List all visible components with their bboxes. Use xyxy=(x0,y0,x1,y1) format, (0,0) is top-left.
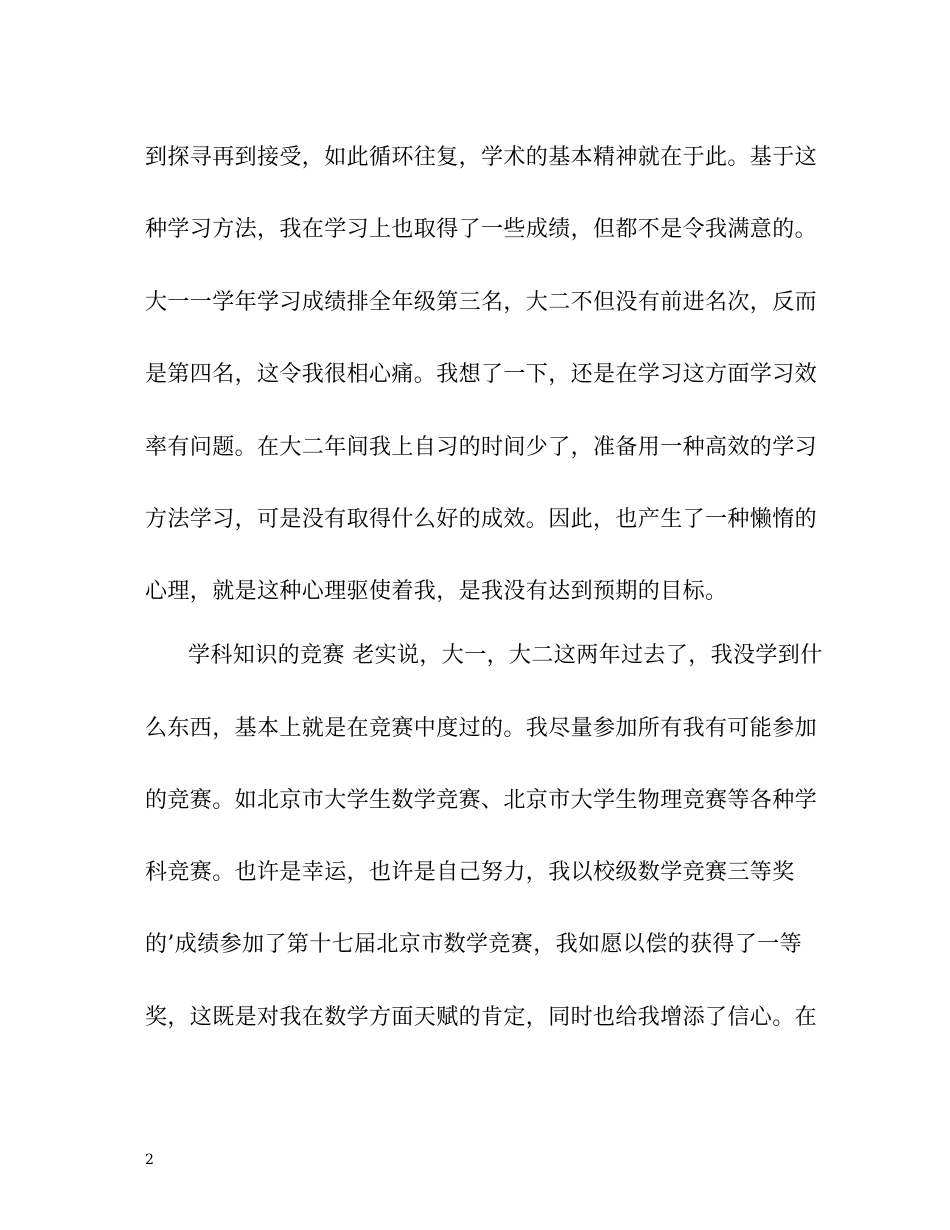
text-line: 心理，就是这种心理驱使着我，是我没有达到预期的目标。 xyxy=(145,579,728,604)
text-line: 大一一学年学习成绩排全年级第三名，大二不但没有前进名次，反而 xyxy=(145,290,818,315)
text-line: 方法学习，可是没有取得什么好的成效。因此，也产生了一种懒惰的 xyxy=(145,507,818,532)
text-line: 到探寻再到接受，如此循环往复，学术的基本精神就在于此。基于这 xyxy=(145,145,818,170)
page-number: 2 xyxy=(145,1152,154,1168)
text-line: 奖，这既是对我在数学方面天赋的肯定，同时也给我增添了信心。在 xyxy=(145,1005,818,1030)
text-line: 的’成绩参加了第十七届北京市数学竞赛，我如愿以偿的获得了一等 xyxy=(145,932,802,957)
text-line: 是第四名，这令我很相心痛。我想了一下，还是在学习这方面学习效 xyxy=(145,362,818,387)
text-line: 种学习方法，我在学习上也取得了一些成绩，但都不是令我满意的。 xyxy=(145,217,818,242)
text-line: 么东西，基本上就是在竞赛中度过的。我尽量参加所有我有可能参加 xyxy=(145,716,818,741)
text-line: 的竞赛。如北京市大学生数学竞赛、北京市大学生物理竞赛等各种学 xyxy=(145,788,818,813)
text-line: 率有问题。在大二年间我上自习的时间少了，准备用一种高效的学习 xyxy=(145,435,818,460)
paragraph-start-line: 学科知识的竞赛 老实说，大一，大二这两年过去了，我没学到什 xyxy=(188,643,823,668)
text-line: 科竞赛。也许是幸运，也许是自己努力，我以校级数学竞赛三等奖 xyxy=(145,860,795,885)
